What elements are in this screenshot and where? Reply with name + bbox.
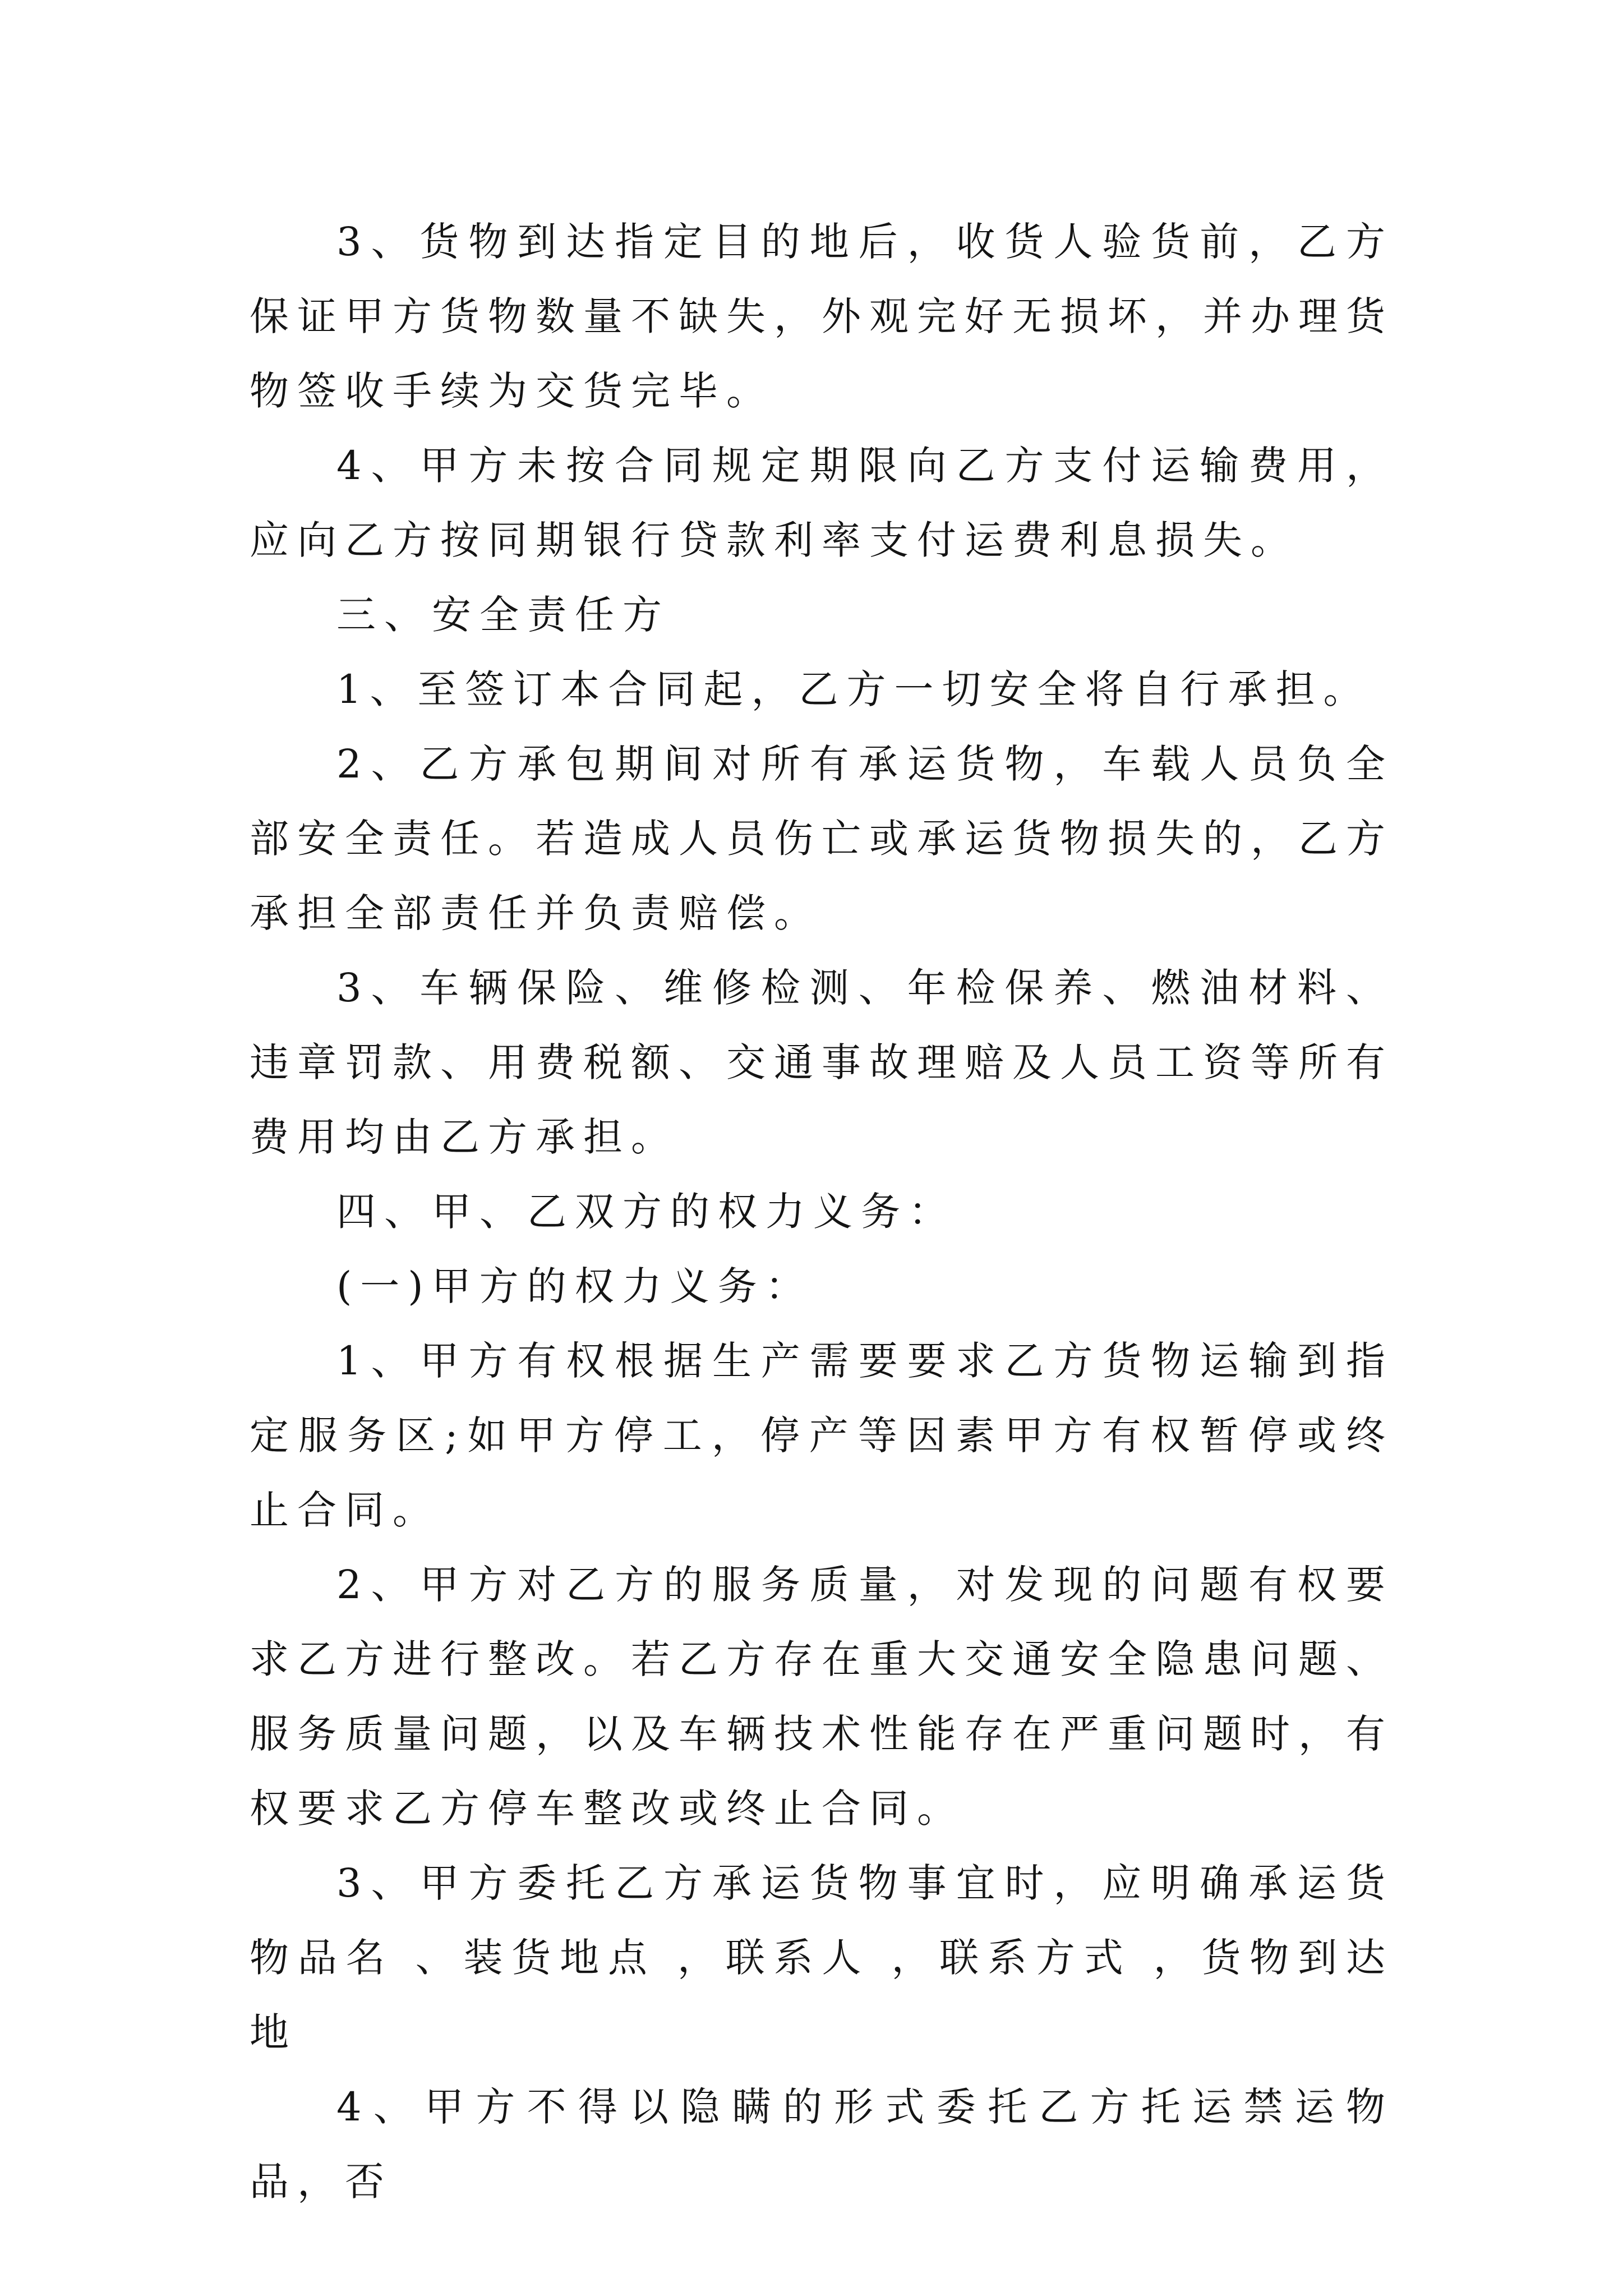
paragraph-payment-delay: 4、甲方未按合同规定期限向乙方支付运输费用，应向乙方按同期银行贷款利率支付运费利息损失。 — [250, 443, 1394, 563]
document-body — [250, 205, 1394, 2219]
paragraph-party-a-2: 2、甲方对乙方的服务质量，对发现的问题有权要求乙方进行整改。若乙方存在重大交通安全隐患问题、服务质量问题，以及车辆技术性能存在严重问题时，有权要求乙方停车整改或终止合同。 — [250, 1562, 1394, 1832]
paragraph-party-a-3: 3、甲方委托乙方承运货物事宜时，应明确承运货物品名 、装货地点 ，联系人 ，联系方式 ，货物到达地 — [250, 1860, 1394, 2055]
subsection-heading-party-a: (一)甲方的权力义务： — [336, 1263, 813, 1309]
paragraph-cargo-delivery: 3、货物到达指定目的地后，收货人验货前，乙方保证甲方货物数量不缺失，外观完好无损坏，并办理货物签收手续为交货完毕。 — [250, 219, 1394, 414]
paragraph-party-a-1: 1、甲方有权根据生产需要要求乙方货物运输到指定服务区;如甲方停工，停产等因素甲方有权暂停或终止合同。 — [250, 1338, 1394, 1533]
section-heading-rights: 四、甲、乙双方的权力义务： — [336, 1189, 956, 1235]
paragraph-safety-1: 1、至签订本合同起，乙方一切安全将自行承担。 — [336, 666, 1371, 712]
paragraph-safety-3: 3、车辆保险、维修检测、年检保养、燃油材料、违章罚款、用费税额、交通事故理赔及人员工资等所有费用均由乙方承担。 — [250, 965, 1394, 1160]
paragraph-safety-2: 2、乙方承包期间对所有承运货物，车载人员负全部安全责任。若造成人员伤亡或承运货物损失的，乙方承担全部责任并负责赔偿。 — [250, 741, 1394, 936]
section-heading-safety: 三、安全责任方 — [336, 592, 670, 638]
paragraph-party-a-4: 4、甲方不得以隐瞒的形式委托乙方托运禁运物品，否 — [250, 2084, 1394, 2205]
